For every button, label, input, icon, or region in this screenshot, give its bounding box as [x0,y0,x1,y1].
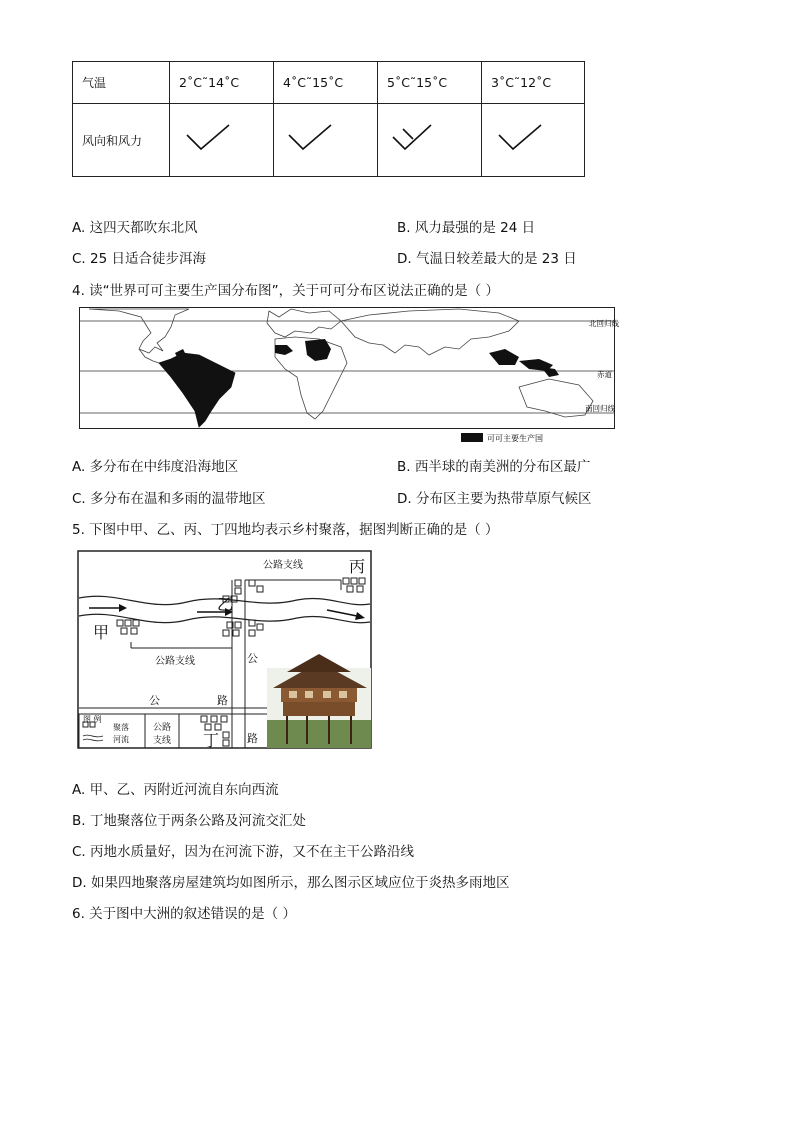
legend-river: 河流 [113,735,129,744]
temp-row-label: 气温 [73,62,170,104]
jia-label: 甲 [93,623,110,642]
legend-settlement: 聚落 [113,723,129,732]
legend-title: 图 例 [83,715,102,724]
main-road-lu-v: 路 [247,732,258,745]
settlement-diagram [77,550,373,750]
stilt-house-photo [267,654,371,748]
tropic-south-label: 南回归线 [585,404,615,413]
temp-cell: 4˚C˜15˚C [274,62,378,104]
wind-row-label: 风向和风力 [73,104,170,177]
main-road-lu-h: 路 [217,694,228,707]
wind-symbol-cell [170,104,274,177]
wind-symbol-icon [179,119,259,159]
q6-stem: 6. 关于图中大洲的叙述错误的是（ ） [72,906,296,922]
q5-stem: 5. 下图中甲、乙、丙、丁四地均表示乡村聚落，据图判断正确的是（ ） [72,522,499,538]
ding-label: 丁 [203,731,220,750]
cocoa-world-map [79,307,619,447]
bing-label: 丙 [349,557,366,576]
q3-option-d: D. 气温日较差最大的是 23 日 [397,251,577,267]
wind-symbol-icon [387,119,467,159]
tropic-north-label: 北回归线 [589,319,619,328]
weather-table [72,61,585,177]
main-road-gong-h: 公 [149,694,160,707]
branch-road-top-label: 公路支线 [263,560,303,571]
wind-symbol-icon [283,119,363,159]
q5-option-a: A. 甲、乙、丙附近河流自东向西流 [72,782,279,798]
legend-road-line2: 支线 [153,736,172,746]
q4-option-a: A. 多分布在中纬度沿海地区 [72,459,239,475]
q4-option-d: D. 分布区主要为热带草原气候区 [397,491,592,507]
q5-option-c: C. 丙地水质量好，因为在河流下游，又不在主干公路沿线 [72,844,415,860]
temp-cell: 2˚C˜14˚C [170,62,274,104]
q5-option-d: D. 如果四地聚落房屋建筑均如图所示，那么图示区域应位于炎热多雨地区 [72,875,510,891]
wind-symbol-icon [491,119,571,159]
q4-stem: 4. 读“世界可可主要生产国分布图”，关于可可分布区说法正确的是（ ） [72,283,499,299]
wind-symbol-cell [378,104,482,177]
q4-option-b: B. 西半球的南美洲的分布区最广 [397,459,591,475]
q5-option-b: B. 丁地聚落位于两条公路及河流交汇处 [72,813,306,829]
main-road-gong-v: 公 [247,652,258,665]
temp-cell: 5˚C˜15˚C [378,62,482,104]
q3-option-a: A. 这四天都吹东北风 [72,220,198,236]
wind-symbol-cell [274,104,378,177]
temp-cell: 3˚C˜12˚C [482,62,585,104]
legend-label: 可可主要生产国 [487,434,543,443]
equator-label: 赤道 [597,370,612,379]
legend-swatch [461,433,483,442]
q3-option-b: B. 风力最强的是 24 日 [397,220,536,236]
legend-road-line1: 公路 [153,723,172,733]
yi-label: 乙 [217,595,234,614]
branch-road-mid-label: 公路支线 [155,656,195,667]
q4-option-c: C. 多分布在温和多雨的温带地区 [72,491,266,507]
wind-symbol-cell [482,104,585,177]
q3-option-c: C. 25 日适合徒步洱海 [72,251,206,267]
